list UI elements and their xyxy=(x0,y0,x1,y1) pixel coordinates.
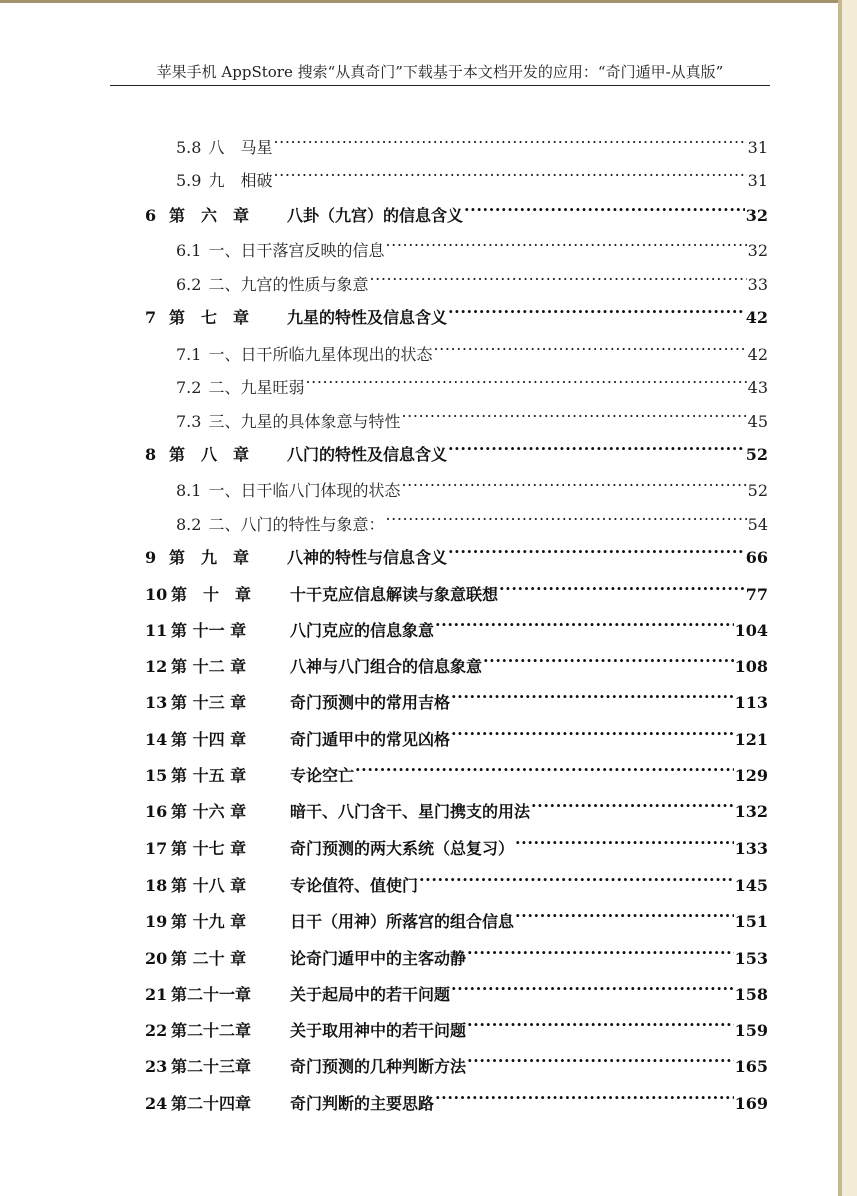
toc-entry-title: 暗干、八门含干、星门携支的用法 xyxy=(290,802,531,821)
toc-chapter-entry[interactable] xyxy=(145,612,768,640)
toc-entry-title: 二、九宫的性质与象意 xyxy=(208,275,369,294)
toc-chapter-entry[interactable] xyxy=(145,648,768,676)
toc-chapter-label: 第二十二章 xyxy=(171,1021,252,1040)
toc-entry-number: 6 xyxy=(145,206,157,225)
toc-section-entry[interactable] xyxy=(176,369,768,397)
toc-entry-number: 8.2 xyxy=(176,515,202,534)
toc-page-number: 108 xyxy=(734,657,768,676)
toc-dot-leader xyxy=(401,403,746,427)
toc-page-number: 145 xyxy=(734,876,768,895)
toc-entry-number: 23 xyxy=(145,1057,168,1076)
toc-chapter-entry[interactable] xyxy=(145,830,768,858)
toc-dot-leader xyxy=(355,757,734,781)
toc-dot-leader xyxy=(464,197,745,221)
toc-page-number: 66 xyxy=(745,548,768,567)
toc-page-number: 31 xyxy=(747,138,768,157)
toc-dot-leader xyxy=(433,336,746,360)
toc-chapter-label: 第 十八 章 xyxy=(171,876,247,895)
toc-dot-leader xyxy=(451,721,734,745)
toc-chapter-entry[interactable] xyxy=(145,299,768,327)
toc-entry-title: 一、日干落宫反映的信息 xyxy=(208,241,385,260)
toc-entry-title: 八门克应的信息象意 xyxy=(290,621,435,640)
toc-entry-title: 奇门遁甲中的常见凶格 xyxy=(290,730,451,749)
toc-dot-leader xyxy=(515,830,734,854)
toc-entry-number: 5.8 xyxy=(176,138,202,157)
toc-dot-leader xyxy=(448,299,745,323)
toc-chapter-label: 第 十二 章 xyxy=(171,657,247,676)
toc-entry-title: 专论值符、值使门 xyxy=(290,876,419,895)
toc-dot-leader xyxy=(273,162,746,186)
toc-dot-leader xyxy=(385,232,746,256)
toc-entry-number: 9 xyxy=(145,548,157,567)
toc-entry-number: 8 xyxy=(145,445,157,464)
toc-entry-title: 奇门预测的两大系统（总复习） xyxy=(290,839,515,858)
toc-entry-number: 10 xyxy=(145,585,168,604)
toc-entry-title: 专论空亡 xyxy=(290,766,355,785)
toc-entry-title: 八神的特性与信息含义 xyxy=(287,548,448,567)
toc-page-number: 165 xyxy=(734,1057,768,1076)
toc-page-number: 153 xyxy=(734,949,768,968)
toc-entry-number: 7.3 xyxy=(176,412,202,431)
toc-page-number: 52 xyxy=(745,445,768,464)
toc-page-number: 31 xyxy=(747,171,768,190)
toc-entry-title: 八 马星 xyxy=(208,138,273,157)
toc-entry-title: 奇门判断的主要思路 xyxy=(290,1094,435,1113)
toc-entry-title: 关于取用神中的若干问题 xyxy=(290,1021,467,1040)
toc-entry-title: 九 相破 xyxy=(208,171,273,190)
toc-chapter-label: 第 六 章 xyxy=(169,206,250,225)
toc-page-number: 77 xyxy=(745,585,768,604)
toc-entry-number: 12 xyxy=(145,657,168,676)
toc-entry-number: 14 xyxy=(145,730,168,749)
toc-page-number: 159 xyxy=(734,1021,768,1040)
toc-entry-title: 一、日干所临九星体现出的状态 xyxy=(208,345,433,364)
toc-entry-title: 奇门预测中的常用吉格 xyxy=(290,693,451,712)
toc-entry-title: 十干克应信息解读与象意联想 xyxy=(290,585,499,604)
toc-entry-title: 关于起局中的若干问题 xyxy=(290,985,451,1004)
toc-section-entry[interactable] xyxy=(176,162,768,190)
toc-chapter-label: 第二十一章 xyxy=(171,985,252,1004)
toc-chapter-label: 第 十六 章 xyxy=(171,802,247,821)
toc-page-number: 121 xyxy=(734,730,768,749)
toc-chapter-label: 第 十九 章 xyxy=(171,912,247,931)
toc-dot-leader xyxy=(531,793,734,817)
toc-chapter-label: 第 八 章 xyxy=(169,445,250,464)
toc-page-number: 32 xyxy=(747,241,768,260)
toc-dot-leader xyxy=(467,1048,734,1072)
toc-chapter-entry[interactable] xyxy=(145,976,768,1004)
toc-chapter-entry[interactable] xyxy=(145,1048,768,1076)
toc-entry-number: 18 xyxy=(145,876,168,895)
toc-entry-title: 八卦（九宫）的信息含义 xyxy=(287,206,464,225)
toc-chapter-entry[interactable] xyxy=(145,436,768,464)
toc-entry-number: 24 xyxy=(145,1094,168,1113)
toc-entry-number: 13 xyxy=(145,693,168,712)
toc-entry-number: 6.1 xyxy=(176,241,202,260)
toc-chapter-entry[interactable] xyxy=(145,903,768,931)
toc-entry-title: 八神与八门组合的信息象意 xyxy=(290,657,483,676)
toc-page-number: 132 xyxy=(734,802,768,821)
toc-chapter-entry[interactable] xyxy=(145,940,768,968)
toc-entry-title: 论奇门遁甲中的主客动静 xyxy=(290,949,467,968)
toc-entry-title: 日干（用神）所落宫的组合信息 xyxy=(290,912,515,931)
toc-page-number: 169 xyxy=(734,1094,768,1113)
toc-chapter-label: 第 十五 章 xyxy=(171,766,247,785)
toc-page-number: 158 xyxy=(734,985,768,1004)
toc-dot-leader xyxy=(369,266,746,290)
toc-page-number: 42 xyxy=(747,345,768,364)
toc-chapter-entry[interactable] xyxy=(145,793,768,821)
toc-page-number: 54 xyxy=(747,515,768,534)
toc-section-entry[interactable] xyxy=(176,472,768,500)
running-header: 苹果手机 AppStore 搜索“从真奇门”下载基于本文档开发的应用：“奇门遁甲-从真版” xyxy=(156,63,724,81)
toc-dot-leader xyxy=(467,940,734,964)
toc-chapter-entry[interactable] xyxy=(145,1085,768,1113)
toc-entry-title: 奇门预测的几种判断方法 xyxy=(290,1057,467,1076)
toc-page-number: 104 xyxy=(734,621,768,640)
toc-dot-leader xyxy=(435,612,734,636)
toc-entry-number: 16 xyxy=(145,802,168,821)
toc-chapter-label: 第 九 章 xyxy=(169,548,250,567)
toc-entry-title: 九星的特性及信息含义 xyxy=(287,308,448,327)
toc-entry-title: 二、九星旺弱 xyxy=(208,378,305,397)
toc-dot-leader xyxy=(401,472,746,496)
toc-page-number: 151 xyxy=(734,912,768,931)
toc-entry-title: 八门的特性及信息含义 xyxy=(287,445,448,464)
toc-section-entry[interactable] xyxy=(176,266,768,294)
toc-entry-number: 20 xyxy=(145,949,168,968)
toc-section-entry[interactable] xyxy=(176,506,768,534)
toc-chapter-entry[interactable] xyxy=(145,757,768,785)
toc-section-entry[interactable] xyxy=(176,232,768,260)
toc-chapter-label: 第 十一 章 xyxy=(171,621,247,640)
toc-dot-leader xyxy=(448,436,745,460)
toc-entry-number: 15 xyxy=(145,766,168,785)
toc-dot-leader xyxy=(451,976,734,1000)
toc-dot-leader xyxy=(483,648,734,672)
toc-dot-leader xyxy=(499,576,745,600)
toc-chapter-label: 第 二十 章 xyxy=(171,949,247,968)
toc-dot-leader xyxy=(467,1012,734,1036)
toc-chapter-entry[interactable] xyxy=(145,684,768,712)
toc-chapter-label: 第 七 章 xyxy=(169,308,250,327)
toc-dot-leader xyxy=(385,506,746,530)
toc-page-number: 45 xyxy=(747,412,768,431)
toc-section-entry[interactable] xyxy=(176,403,768,431)
toc-chapter-entry[interactable] xyxy=(145,721,768,749)
toc-entry-number: 17 xyxy=(145,839,168,858)
toc-dot-leader xyxy=(419,867,734,891)
toc-entry-number: 7 xyxy=(145,308,157,327)
toc-entry-number: 6.2 xyxy=(176,275,202,294)
toc-page-number: 42 xyxy=(745,308,768,327)
toc-entry-title: 三、九星的具体象意与特性 xyxy=(208,412,401,431)
toc-section-entry[interactable] xyxy=(176,129,768,157)
toc-entry-number: 21 xyxy=(145,985,168,1004)
toc-page-number: 129 xyxy=(734,766,768,785)
toc-dot-leader xyxy=(273,129,746,153)
toc-entry-number: 19 xyxy=(145,912,168,931)
toc-chapter-entry[interactable] xyxy=(145,539,768,567)
toc-page-number: 52 xyxy=(747,481,768,500)
toc-page-number: 113 xyxy=(734,693,768,712)
toc-chapter-label: 第二十四章 xyxy=(171,1094,252,1113)
toc-dot-leader xyxy=(515,903,734,927)
toc-chapter-label: 第二十三章 xyxy=(171,1057,252,1076)
toc-dot-leader xyxy=(451,684,734,708)
toc-chapter-label: 第 十四 章 xyxy=(171,730,247,749)
toc-entry-number: 11 xyxy=(145,621,168,640)
toc-entry-title: 一、日干临八门体现的状态 xyxy=(208,481,401,500)
toc-page-number: 32 xyxy=(745,206,768,225)
toc-chapter-entry[interactable] xyxy=(145,1012,768,1040)
toc-entry-number: 22 xyxy=(145,1021,168,1040)
toc-dot-leader xyxy=(435,1085,734,1109)
toc-entry-number: 5.9 xyxy=(176,171,202,190)
toc-chapter-entry[interactable] xyxy=(145,576,768,604)
toc-chapter-label: 第 十三 章 xyxy=(171,693,247,712)
toc-entry-number: 7.2 xyxy=(176,378,202,397)
toc-page-number: 133 xyxy=(734,839,768,858)
toc-entry-number: 8.1 xyxy=(176,481,202,500)
toc-chapter-entry[interactable] xyxy=(145,197,768,225)
toc-page-number: 33 xyxy=(747,275,768,294)
toc-chapter-label: 第 十 章 xyxy=(171,585,252,604)
toc-section-entry[interactable] xyxy=(176,336,768,364)
toc-chapter-label: 第 十七 章 xyxy=(171,839,247,858)
toc-page-number: 43 xyxy=(747,378,768,397)
toc-entry-title: 二、八门的特性与象意： xyxy=(208,515,385,534)
toc-entry-number: 7.1 xyxy=(176,345,202,364)
toc-dot-leader xyxy=(305,369,746,393)
toc-dot-leader xyxy=(448,539,745,563)
toc-chapter-entry[interactable] xyxy=(145,867,768,895)
